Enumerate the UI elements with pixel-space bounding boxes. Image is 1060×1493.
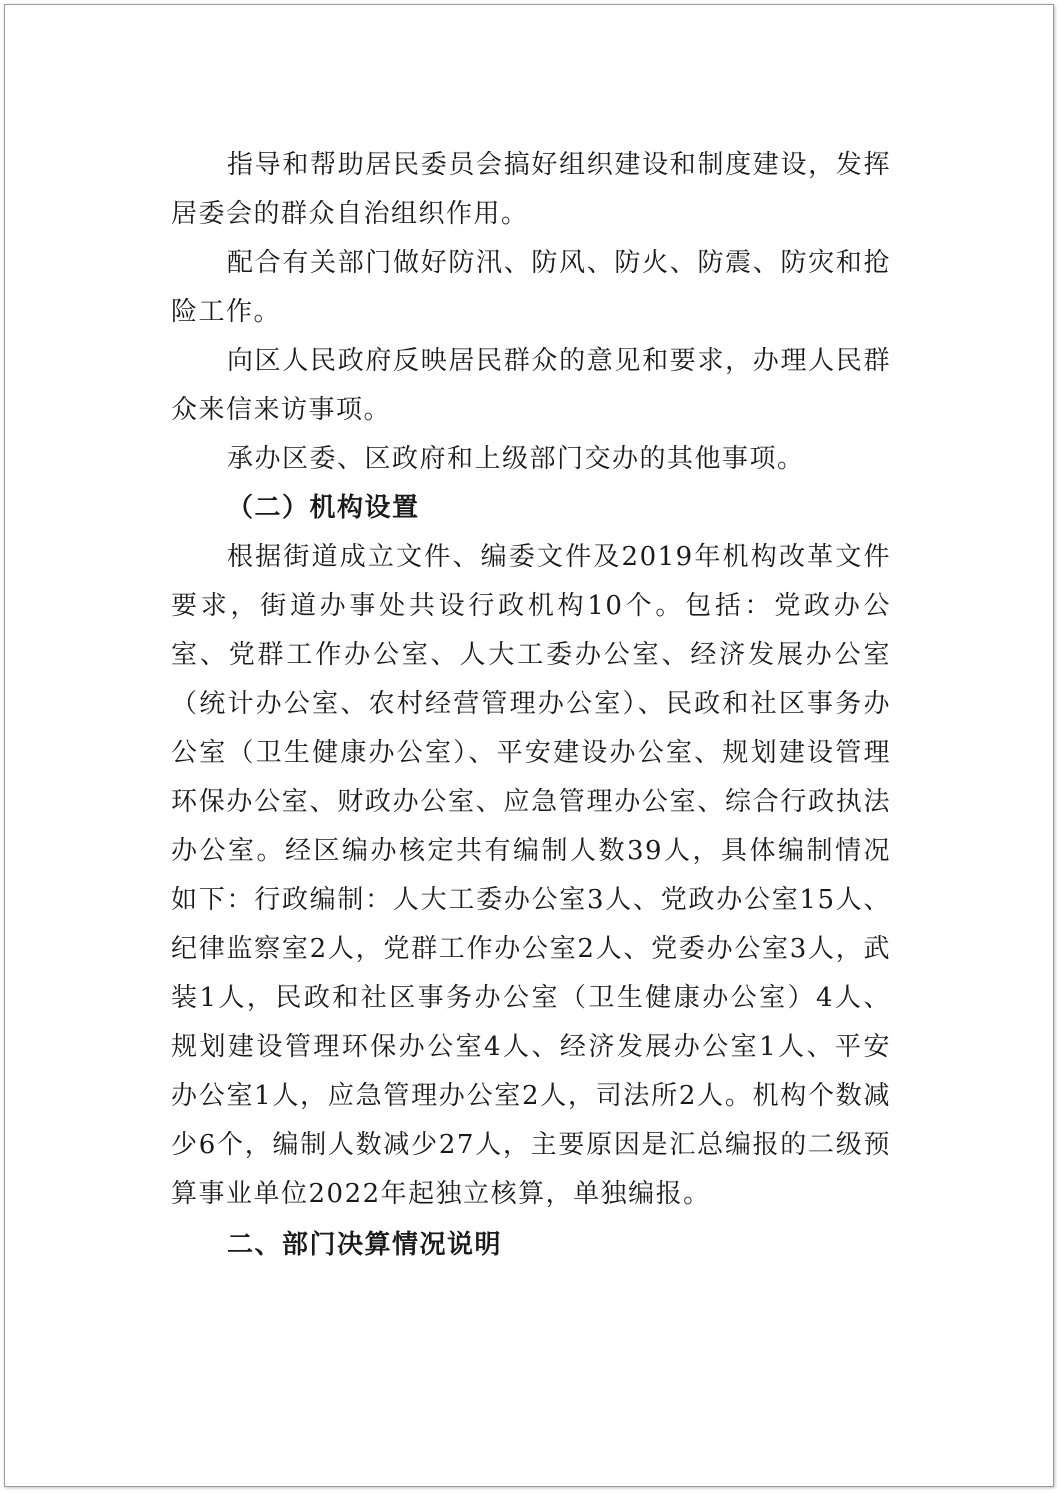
subheading-org-setup: （二）机构设置 xyxy=(227,493,420,523)
document-body xyxy=(171,141,891,1270)
paragraph-disaster-prevention: 配合有关部门做好防汛、防风、防火、防震、防灾和抢险工作。 xyxy=(171,248,891,327)
paragraph-other-matters: 承办区委、区政府和上级部门交办的其他事项。 xyxy=(227,444,805,474)
paragraph-org-setup: 根据街道成立文件、编委文件及2019年机构改革文件要求，街道办事处共设行政机构10个。包括：党政办公室、党群工作办公室、人大工委办公室、经济发展办公室（统计办公室、农村经营管理办公室）、民政和社区事务办公室（卫生健康办公室）、平安建设办公室、规划建设管理环保办公室、财政办公室、应急管理办公室、综合行政执法办公室。经区编办核定共有编制人数39人，具体编制情况如下：行政编制：人大工委办公室3人、党政办公室15人、纪律监察室2人，党群工作办公室2人、党委办公室3人，武装1人，民政和社区事务办公室（卫生健康办公室）4人、规划建设管理环保办公室4人、经济发展办公室1人、平安办公室1人，应急管理办公室2人，司法所2人。机构个数减少6个，编制人数减少27人，主要原因是汇总编报的二级预算事业单位2022年起独立核算，单独编报。 xyxy=(171,542,891,1209)
section-heading-final-accounts: 二、部门决算情况说明 xyxy=(227,1230,503,1260)
paragraph-public-feedback: 向区人民政府反映居民群众的意见和要求，办理人民群众来信来访事项。 xyxy=(171,346,891,425)
document-page xyxy=(4,4,1054,1487)
paragraph-guide-committees: 指导和帮助居民委员会搞好组织建设和制度建设，发挥居委会的群众自治组织作用。 xyxy=(171,150,891,229)
